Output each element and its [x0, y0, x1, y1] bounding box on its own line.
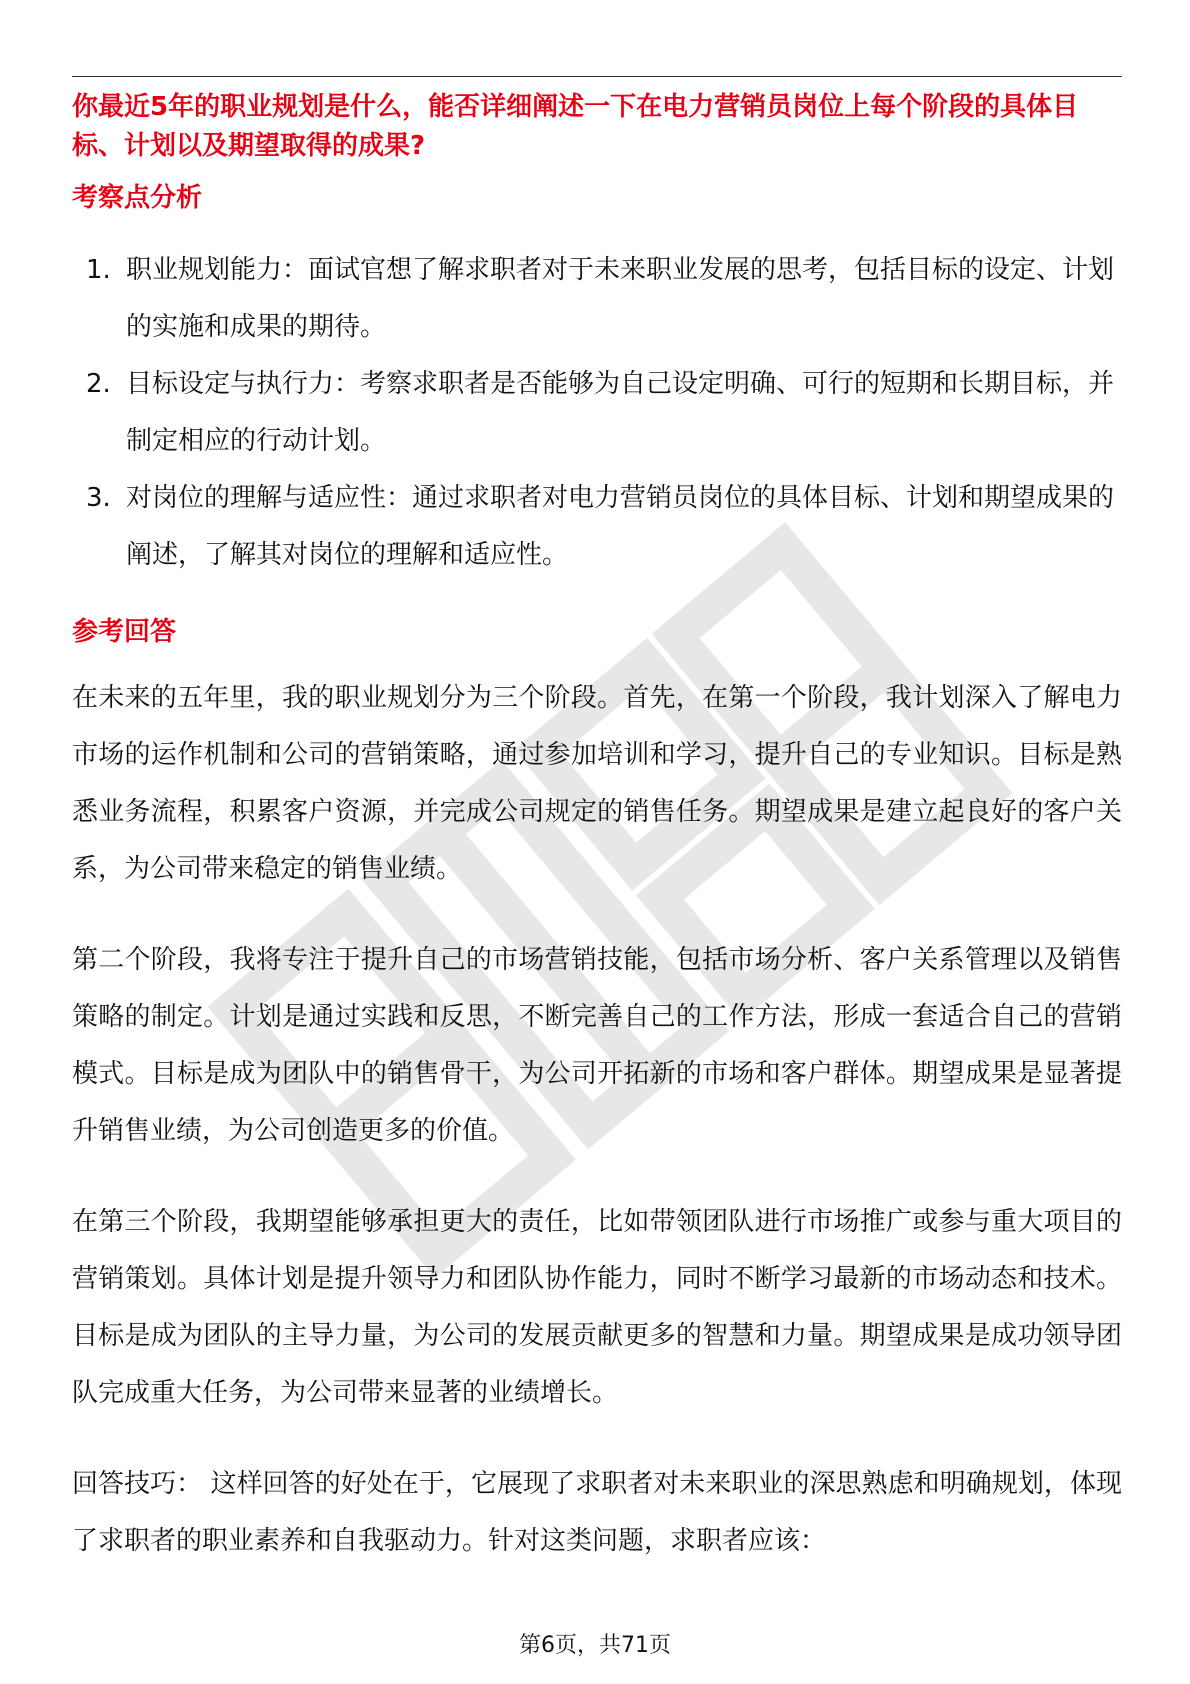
- page-number: 第6页，共71页: [519, 1633, 671, 1658]
- question-title: 你最近5年的职业规划是什么，能否详细阐述一下在电力营销员岗位上每个阶段的具体目标、计划以及期望取得的成果?: [72, 92, 1079, 161]
- analysis-item: [72, 470, 1122, 584]
- tips-paragraph: 回答技巧： 这样回答的好处在于，它展现了求职者对未来职业的深思熟虑和明确规划，体现了求职者的职业素养和自我驱动力。针对这类问题，求职者应该：: [72, 1469, 1122, 1556]
- list-item-number: 1.: [86, 255, 111, 285]
- analysis-item: [72, 356, 1122, 470]
- analysis-heading: 考察点分析: [72, 183, 203, 213]
- analysis-item: [72, 242, 1122, 356]
- analysis-list: [72, 242, 1122, 584]
- list-item-text: 目标设定与执行力：考察求职者是否能够为自己设定明确、可行的短期和长期目标，并制定相应的行动计划。: [126, 369, 1115, 456]
- main-content: [72, 88, 1122, 1570]
- list-item-text: 职业规划能力：面试官想了解求职者对于未来职业发展的思考，包括目标的设定、计划的实施和成果的期待。: [126, 255, 1115, 342]
- answer-paragraph: 在第三个阶段，我期望能够承担更大的责任，比如带领团队进行市场推广或参与重大项目的营销策划。具体计划是提升领导力和团队协作能力，同时不断学习最新的市场动态和技术。目标是成为团队的主导力量，为公司的发展贡献更多的智慧和力量。期望成果是成功领导团队完成重大任务，为公司带来显著的业绩增长。: [72, 1207, 1122, 1408]
- list-item-number: 2.: [86, 369, 111, 399]
- list-item-number: 3.: [86, 483, 111, 513]
- answer-paragraph: 第二个阶段，我将专注于提升自己的市场营销技能，包括市场分析、客户关系管理以及销售策略的制定。计划是通过实践和反思，不断完善自己的工作方法，形成一套适合自己的营销模式。目标是成为团队中的销售骨干，为公司开拓新的市场和客户群体。期望成果是显著提升销售业绩，为公司创造更多的价值。: [72, 945, 1122, 1146]
- list-item-text: 对岗位的理解与适应性：通过求职者对电力营销员岗位的具体目标、计划和期望成果的阐述，了解其对岗位的理解和适应性。: [126, 483, 1115, 570]
- answer-heading: 参考回答: [72, 617, 177, 647]
- answer-paragraph: 在未来的五年里，我的职业规划分为三个阶段。首先，在第一个阶段，我计划深入了解电力市场的运作机制和公司的营销策略，通过参加培训和学习，提升自己的专业知识。目标是熟悉业务流程，积累客户资源，并完成公司规定的销售任务。期望成果是建立起良好的客户关系，为公司带来稳定的销售业绩。: [72, 683, 1122, 884]
- top-divider: [72, 76, 1122, 77]
